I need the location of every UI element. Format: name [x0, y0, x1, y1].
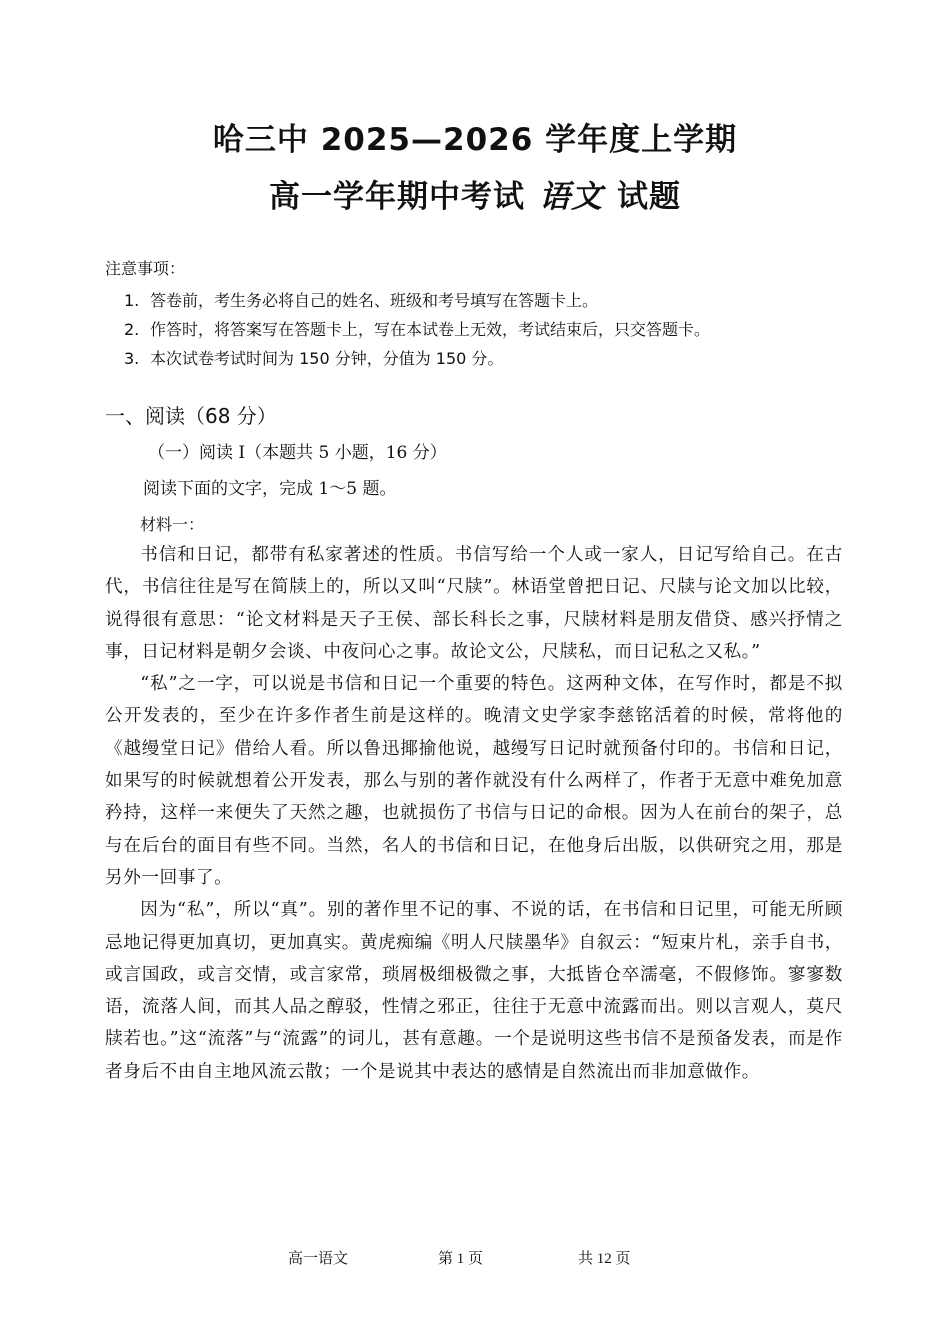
footer-total-pages: 共 12 页 — [578, 1251, 631, 1267]
exam-title-prefix: 高一学年期中考试 — [269, 179, 525, 215]
notice-item-text: 作答时，将答案写在答题卡上，写在本试卷上无效，考试结束后，只交答题卡。 — [150, 320, 711, 339]
notice-item-number: 1. — [124, 291, 140, 310]
notice-item — [124, 344, 710, 373]
notice-item — [124, 286, 710, 315]
passage-paragraph: “私”之一字，可以说是书信和日记一个重要的特色。这两种文体，在写作时，都是不拟公开发表的，至少在许多作者生前是这样的。晚清文史学家李慈铭活着的时候，常将他的《越缦堂日记》借给人看。所以鲁迅揶揄他说，越缦写日记时就预备付印的。书信和日记，如果写的时候就想着公开发表，那么与别的著作就没有什么两样了，作者于无意中难免加意矜持，这样一来便失了天然之趣，也就损伤了书信与日记的命根。因为人在前台的架子，总与在后台的面目有些不同。当然，名人的书信和日记，在他身后出版，以供研究之用，那是另外一回事了。 — [105, 674, 843, 888]
notice-item-text: 答卷前，考生务必将自己的姓名、班级和考号填写在答题卡上。 — [150, 291, 599, 310]
material-label: 材料一： — [140, 515, 205, 534]
exam-subject: 语文 — [539, 179, 603, 215]
passage-paragraph: 因为“私”，所以“真”。别的著作里不记的事、不说的话，在书信和日记里，可能无所顾忌地记得更加真切，更加真实。黄虎痴编《明人尺牍墨华》自叙云：“短束片札，亲手自书，或言国政，或言交情，或言家常，琐屑极细极微之事，大抵皆仓卒濡毫，不假修饰。寥寥数语，流落人间，而其人品之醇驳，性情之邪正，往往于无意中流露而出。则以言观人，莫尺牍若也。”这“流落”与“流露”的词儿，甚有意趣。一个是说明这些书信不是预备发表，而是作者身后不由自主地风流云散；一个是说其中表达的感情是自然流出而非加意做作。 — [105, 900, 843, 1082]
notice-item — [124, 315, 710, 344]
notice-item-text: 本次试卷考试时间为 150 分钟，分值为 150 分。 — [150, 349, 504, 368]
exam-title-suffix: 试题 — [617, 179, 681, 215]
reading-passage — [105, 539, 843, 1088]
exam-title-line2 — [0, 171, 950, 216]
notice-item-number: 2. — [124, 320, 140, 339]
notice-list — [124, 286, 710, 373]
notice-heading: 注意事项： — [105, 259, 186, 278]
notice-item-number: 3. — [124, 349, 140, 368]
section-subheading: （一）阅读 I（本题共 5 小题，16 分） — [148, 443, 447, 463]
footer-subject: 高一语文 — [288, 1251, 349, 1267]
exam-title-line1: 哈三中 2025—2026 学年度上学期 — [212, 122, 738, 158]
footer-page-number: 第 1 页 — [438, 1251, 484, 1267]
passage-paragraph: 书信和日记，都带有私家著述的性质。书信写给一个人或一家人，日记写给自己。在古代，书信往往是写在简牍上的，所以又叫“尺牍”。林语堂曾把日记、尺牍与论文加以比较，说得很有意思：“论文材料是天子王侯、部长科长之事，尺牍材料是朋友借贷、感兴抒情之事，日记材料是朝夕会谈、中夜问心之事。故论文公，尺牍私，而日记私之又私。” — [105, 545, 843, 662]
section-heading: 一、阅读（68 分） — [105, 404, 277, 428]
section-instruction: 阅读下面的文字，完成 1～5 题。 — [143, 479, 397, 499]
